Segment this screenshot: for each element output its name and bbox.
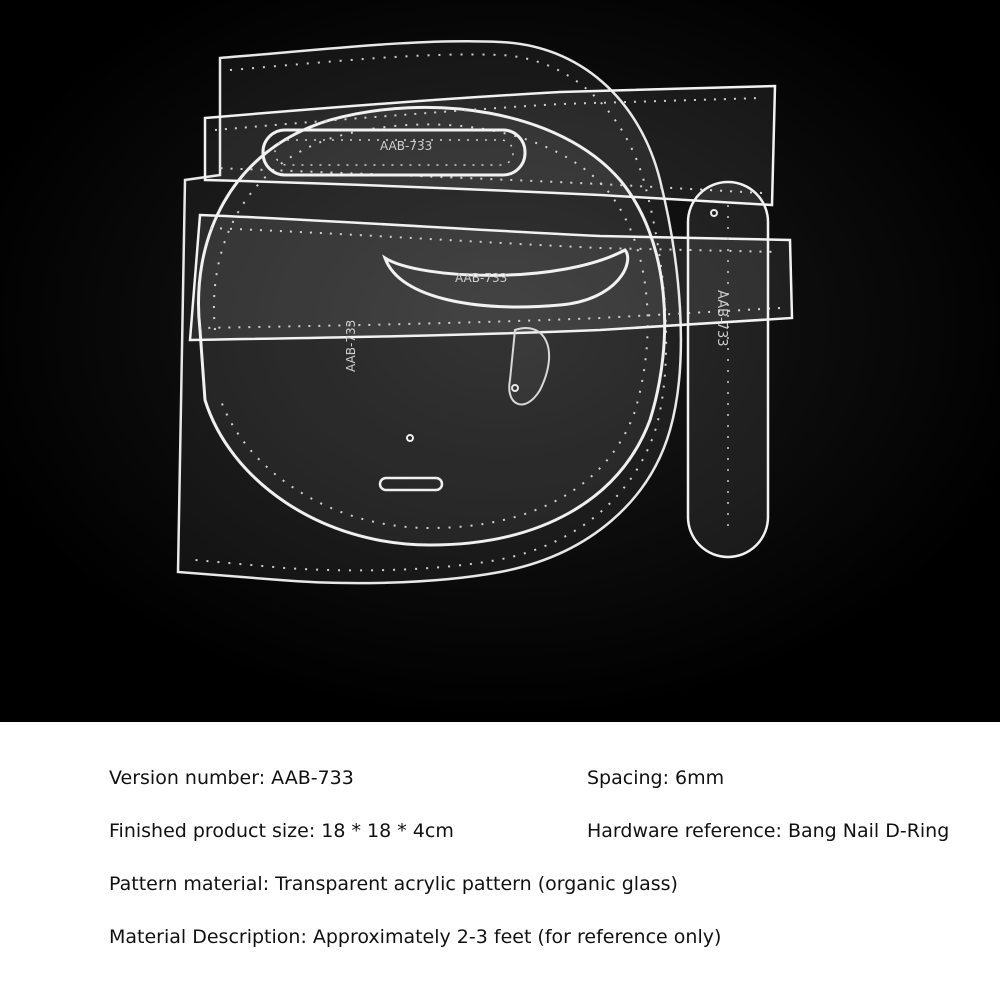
version-number: Version number: AAB-733 [109,767,354,789]
hardware-reference: Hardware reference: Bang Nail D-Ring [587,820,950,842]
imprint-code-side: AAB-733 [344,319,358,372]
pattern-material: Pattern material: Transparent acrylic pattern (organic glass) [109,873,678,895]
finished-product-size: Finished product size: 18 * 18 * 4cm [109,820,454,842]
product-specifications [0,722,1000,1000]
imprint-code-upper: AAB-733 [380,139,433,153]
material-description: Material Description: Approximately 2-3 feet (for reference only) [109,926,722,948]
spacing: Spacing: 6mm [587,767,725,789]
imprint-code-strap: AAB-733 [714,290,729,347]
imprint-code-middle: AAB-733 [455,271,508,285]
